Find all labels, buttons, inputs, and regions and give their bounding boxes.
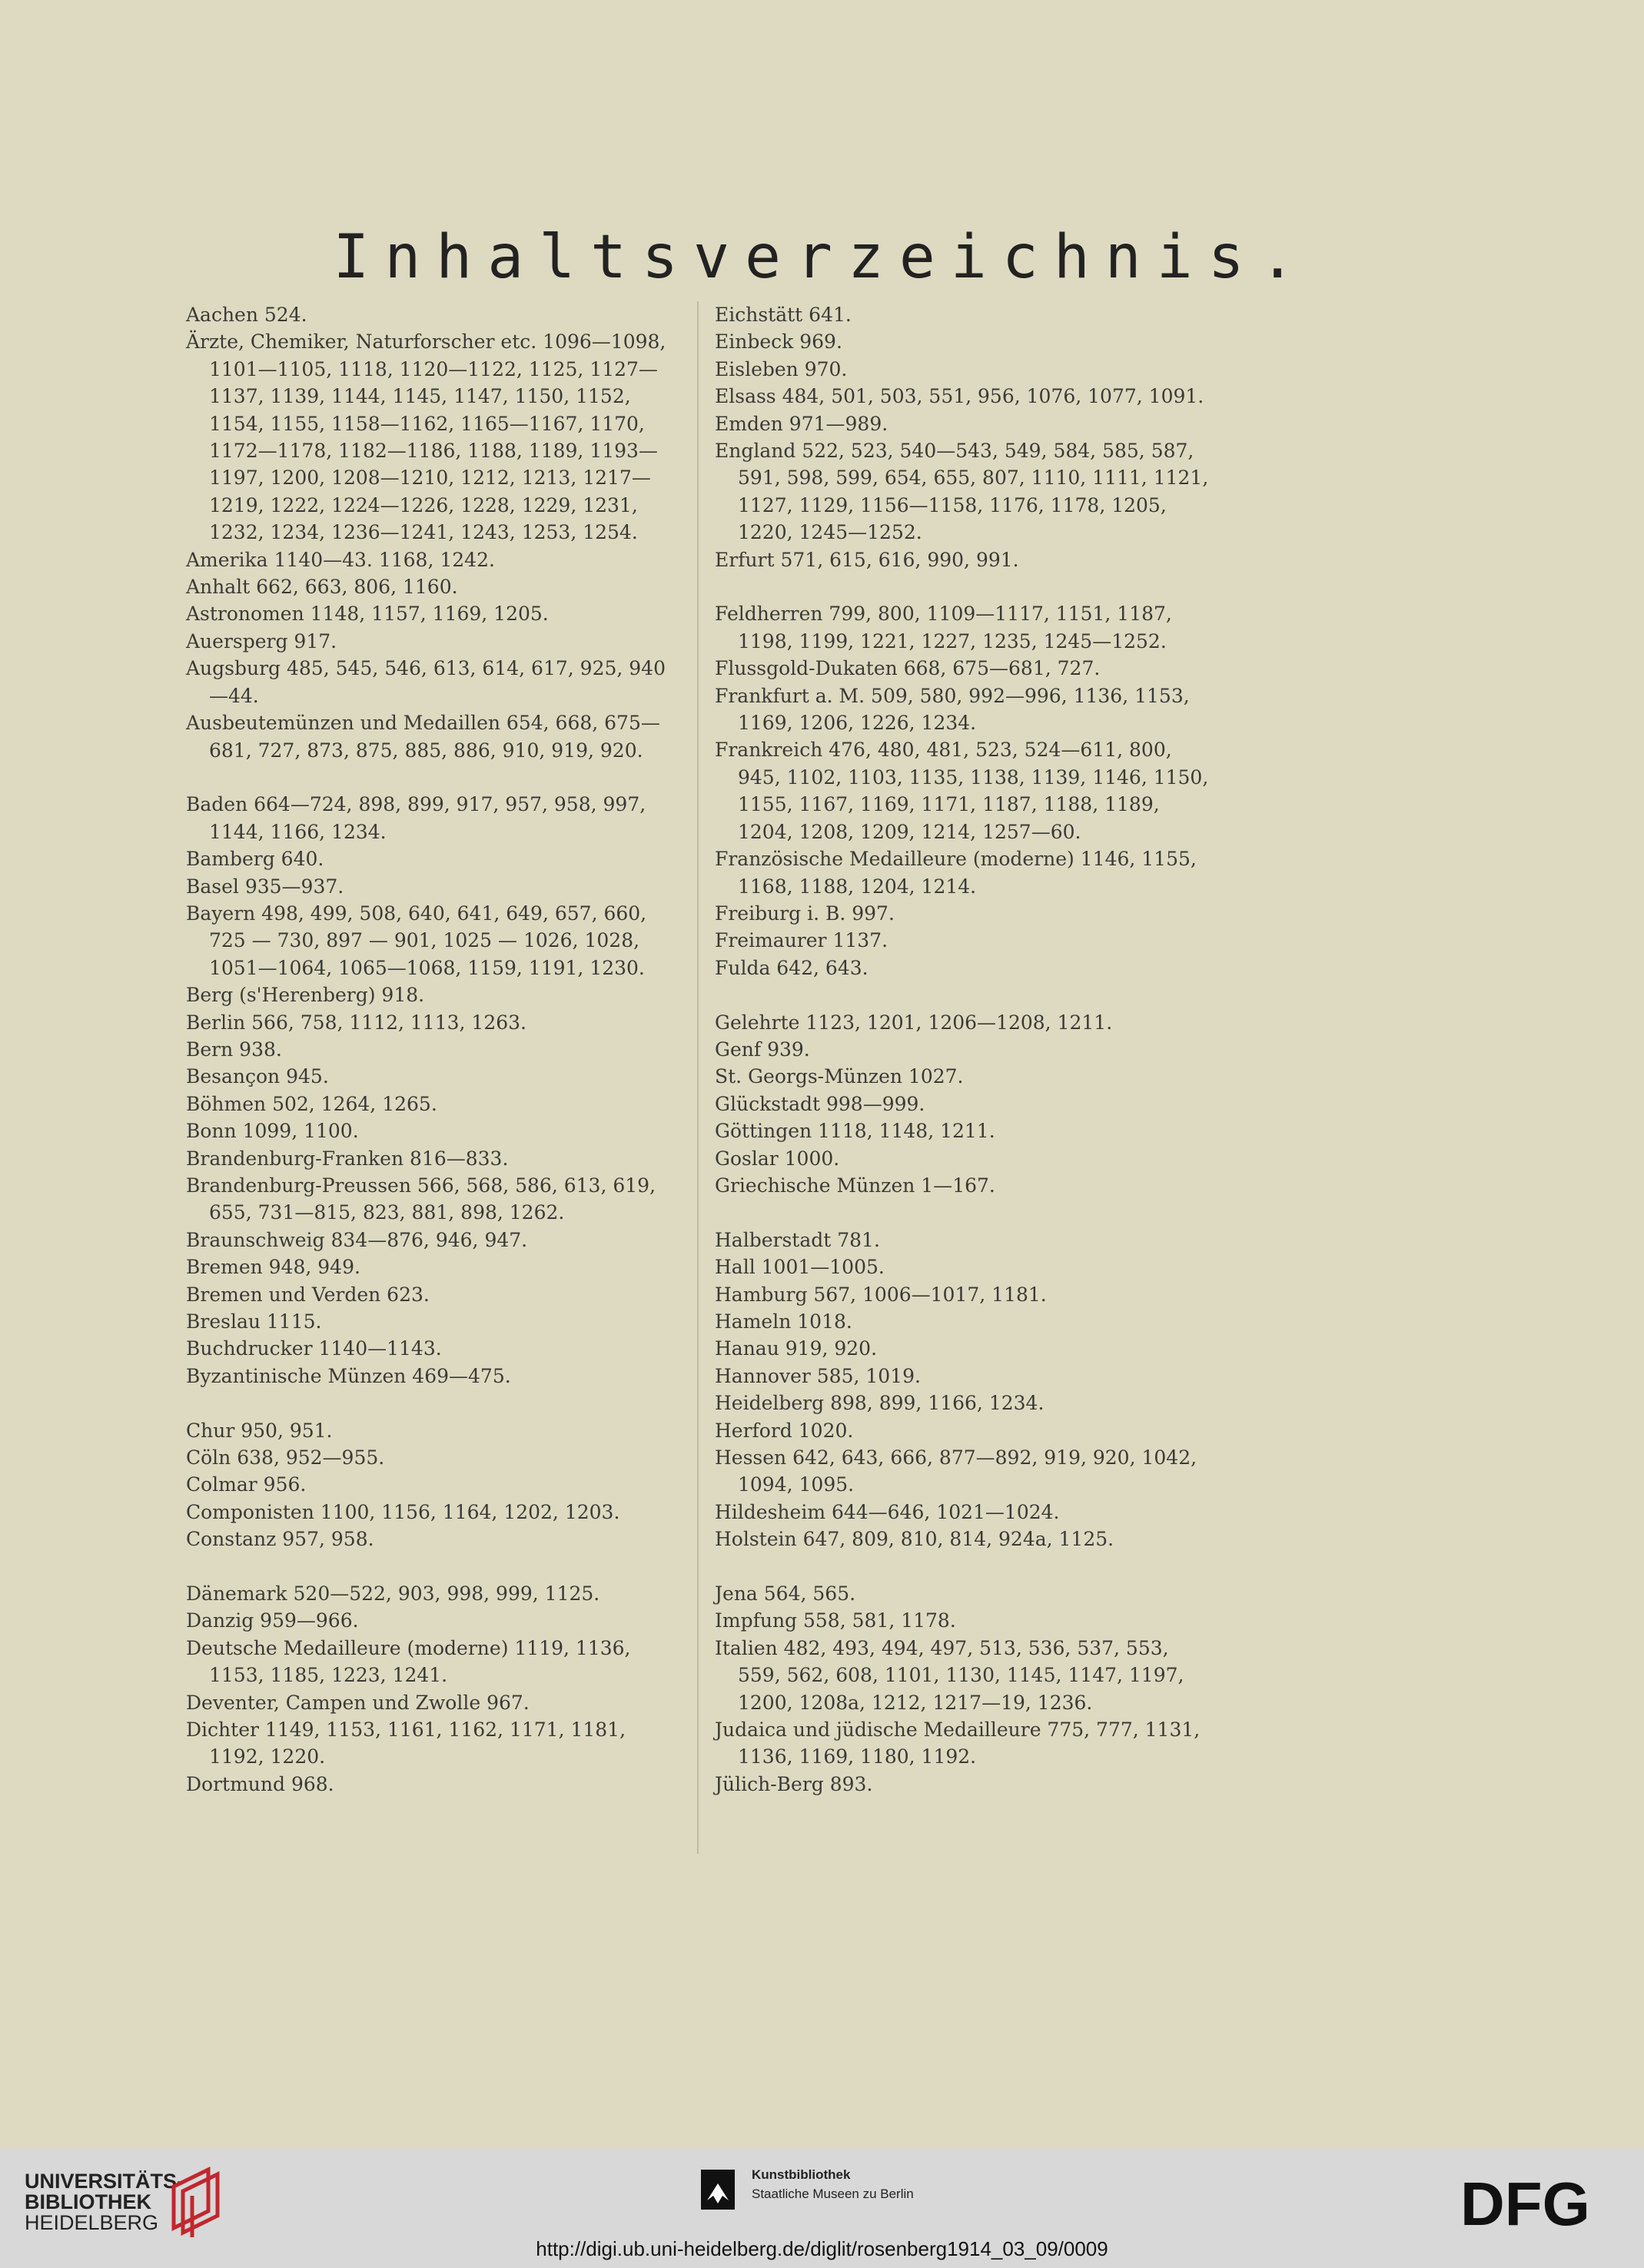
index-entry: Bonn 1099, 1100. [186, 1120, 359, 1143]
dfg-logo-text: DFG [1460, 2177, 1590, 2230]
index-entry: Hildesheim 644—646, 1021—1024. [715, 1500, 1060, 1523]
index-entry: Feldherren 799, 800, 1109—1117, 1151, 1187, 1198, 1199, 1221, 1227, 1235, 1245—1252. [715, 603, 1172, 653]
index-entry: Hessen 642, 643, 666, 877—892, 919, 920, 1042, 1094, 1095. [715, 1446, 1197, 1496]
index-entry: Herford 1020. [715, 1419, 854, 1442]
index-entry: Deutsche Medailleure (moderne) 1119, 1136, 1153, 1185, 1223, 1241. [186, 1636, 631, 1687]
kb-line1: Kunstbibliothek [752, 2167, 851, 2182]
index-entry: Breslau 1115. [186, 1310, 322, 1333]
index-entry: Dänemark 520—522, 903, 998, 999, 1125. [186, 1582, 600, 1606]
index-entry: Deventer, Campen und Zwolle 967. [186, 1691, 530, 1714]
ub-heidelberg-mark-icon [166, 2163, 228, 2240]
index-entry: Ärzte, Chemiker, Naturforscher etc. 1096—1098, 1101—1105, 1118, 1120—1122, 1125, 1127—1137, 1139, 1144, 1145, 1147, 1150, 1152, 1154, 1155, 1158—1162, 1165—1167, 1170, 1172—1178, 1182—1186, 1188, 1189, 1193—1197, 1200, 1208—1210, 1212, 1213, 1217—1219, 1222, 1224—1226, 1228, 1229, 1231, 1232, 1234, 1236—1241, 1243, 1253, 1254. [186, 330, 666, 544]
index-entry: Böhmen 502, 1264, 1265. [186, 1092, 437, 1115]
index-entry: Chur 950, 951. [186, 1419, 333, 1442]
index-entry: Judaica und jüdische Medailleure 775, 777, 1131, 1136, 1169, 1180, 1192. [715, 1718, 1201, 1768]
section-gap [715, 1553, 1214, 1580]
index-entry: Berlin 566, 758, 1112, 1113, 1263. [186, 1011, 526, 1034]
index-entry: Gelehrte 1123, 1201, 1206—1208, 1211. [715, 1011, 1113, 1034]
index-entry: Einbeck 969. [715, 330, 842, 354]
index-entry: Bamberg 640. [186, 848, 324, 871]
index-entry: Componisten 1100, 1156, 1164, 1202, 1203. [186, 1500, 620, 1523]
index-entry: Genf 939. [715, 1038, 810, 1061]
kb-line2: Staatliche Museen zu Berlin [752, 2187, 914, 2201]
section-gap [186, 1553, 678, 1580]
index-entry: Göttingen 1118, 1148, 1211. [715, 1120, 995, 1143]
index-entry: Jülich-Berg 893. [715, 1772, 873, 1795]
index-entry: Freiburg i. B. 997. [715, 902, 895, 925]
index-entry: Hameln 1018. [715, 1310, 852, 1333]
footer-bar [0, 2148, 1644, 2268]
page-title: Inhaltsverzeichnis. [333, 223, 1311, 292]
ub-logo-line3: HEIDELBERG [25, 2211, 159, 2234]
index-column-right [715, 301, 1214, 1798]
index-entry: Jena 564, 565. [715, 1582, 856, 1606]
index-entry: Eichstätt 641. [715, 304, 852, 326]
index-entry: England 522, 523, 540—543, 549, 584, 585, 587, 591, 598, 599, 654, 655, 807, 1110, 1111, 1121, 1127, 1129, 1156—1158, 1176, 1178, 1205, 1220, 1245—1252. [715, 440, 1209, 544]
index-entry: Astronomen 1148, 1157, 1169, 1205. [186, 603, 549, 626]
index-entry: Colmar 956. [186, 1473, 307, 1496]
index-column-left [186, 301, 678, 1798]
ub-heidelberg-logo[interactable] [25, 2171, 184, 2233]
index-entry: Impfung 558, 581, 1178. [715, 1609, 956, 1632]
index-entry: Griechische Münzen 1—167. [715, 1174, 995, 1197]
index-entry: Dortmund 968. [186, 1772, 334, 1795]
index-entry: Aachen 524. [186, 304, 307, 326]
index-entry: Bayern 498, 499, 508, 640, 641, 649, 657, 660, 725 — 730, 897 — 901, 1025 — 1026, 1028, 1051—1064, 1065—1068, 1159, 1191, 1230. [186, 902, 647, 979]
index-entry: Auersperg 917. [186, 629, 337, 653]
index-entry: Fulda 642, 643. [715, 956, 868, 979]
index-entry: Flussgold-Dukaten 668, 675—681, 727. [715, 657, 1101, 680]
index-entry: Erfurt 571, 615, 616, 990, 991. [715, 548, 1019, 571]
index-entry: Besançon 945. [186, 1065, 329, 1088]
index-entry: Augsburg 485, 545, 546, 613, 614, 617, 925, 940—44. [186, 657, 666, 707]
index-entry: Braunschweig 834—876, 946, 947. [186, 1228, 528, 1251]
index-entry: Brandenburg-Preussen 566, 568, 586, 613, 619, 655, 731—815, 823, 881, 898, 1262. [186, 1174, 656, 1224]
index-entry: Bern 938. [186, 1038, 282, 1061]
index-entry: Italien 482, 493, 494, 497, 513, 536, 537, 553, 559, 562, 608, 1101, 1130, 1145, 1147, 1197, 1200, 1208a, 1212, 1217—19, 1236. [715, 1636, 1184, 1714]
index-entry: Halberstadt 781. [715, 1228, 880, 1251]
index-entry: Ausbeutemünzen und Medaillen 654, 668, 675—681, 727, 873, 875, 885, 886, 910, 919, 920. [186, 712, 660, 762]
index-entry: Heidelberg 898, 899, 1166, 1234. [715, 1392, 1045, 1415]
ub-logo-line2: BIBLIOTHEK [25, 2190, 151, 2213]
index-entry: Eisleben 970. [715, 357, 848, 380]
index-entry: Glückstadt 998—999. [715, 1092, 925, 1115]
index-entry: Hall 1001—1005. [715, 1256, 885, 1279]
index-entry: Hamburg 567, 1006—1017, 1181. [715, 1283, 1047, 1306]
index-entry: Hanau 919, 920. [715, 1337, 878, 1360]
index-entry: Cöln 638, 952—955. [186, 1446, 385, 1469]
index-entry: Frankreich 476, 480, 481, 523, 524—611, 800, 945, 1102, 1103, 1135, 1138, 1139, 1146, 1150, 1155, 1167, 1169, 1171, 1187, 1188, 1189, 1204, 1208, 1209, 1214, 1257—60. [715, 739, 1209, 843]
index-entry: Elsass 484, 501, 503, 551, 956, 1076, 1077, 1091. [715, 385, 1204, 408]
index-entry: Danzig 959—966. [186, 1609, 359, 1632]
index-entry: Anhalt 662, 663, 806, 1160. [186, 576, 458, 599]
index-entry: Frankfurt a. M. 509, 580, 992—996, 1136, 1153, 1169, 1206, 1226, 1234. [715, 684, 1190, 735]
index-entry: Hannover 585, 1019. [715, 1364, 921, 1387]
index-entry: Constanz 957, 958. [186, 1528, 374, 1551]
index-entry: St. Georgs-Münzen 1027. [715, 1065, 964, 1088]
index-entry: Bremen 948, 949. [186, 1256, 360, 1279]
index-entry: Goslar 1000. [715, 1147, 840, 1170]
index-entry: Buchdrucker 1140—1143. [186, 1337, 442, 1360]
index-entry: Baden 664—724, 898, 899, 917, 957, 958, 997, 1144, 1166, 1234. [186, 793, 646, 843]
index-entry: Berg (s'Herenberg) 918. [186, 984, 425, 1007]
dfg-logo[interactable] [1460, 2177, 1622, 2230]
index-entry: Amerika 1140—43. 1168, 1242. [186, 548, 495, 571]
section-gap [715, 573, 1214, 600]
section-gap [715, 981, 1214, 1008]
section-gap [186, 764, 678, 791]
index-entry: Brandenburg-Franken 816—833. [186, 1147, 509, 1170]
index-entry: Bremen und Verden 623. [186, 1283, 430, 1306]
section-gap [715, 1199, 1214, 1226]
permalink-url[interactable]: http://digi.ub.uni-heidelberg.de/diglit/rosenberg1914_03_09/0009 [536, 2237, 1108, 2260]
eagle-icon [701, 2170, 735, 2210]
index-entry: Holstein 647, 809, 810, 814, 924a, 1125. [715, 1528, 1114, 1551]
column-divider [697, 301, 699, 1854]
index-entry: Byzantinische Münzen 469—475. [186, 1364, 511, 1387]
index-entry: Basel 935—937. [186, 875, 344, 898]
index-entry: Französische Medailleure (moderne) 1146, 1155, 1168, 1188, 1204, 1214. [715, 848, 1197, 898]
index-entry: Freimaurer 1137. [715, 929, 888, 952]
index-entry: Dichter 1149, 1153, 1161, 1162, 1171, 1181, 1192, 1220. [186, 1718, 626, 1768]
section-gap [186, 1390, 678, 1416]
index-entry: Emden 971—989. [715, 412, 888, 435]
ub-logo-line1: UNIVERSITÄTS- [25, 2170, 184, 2193]
